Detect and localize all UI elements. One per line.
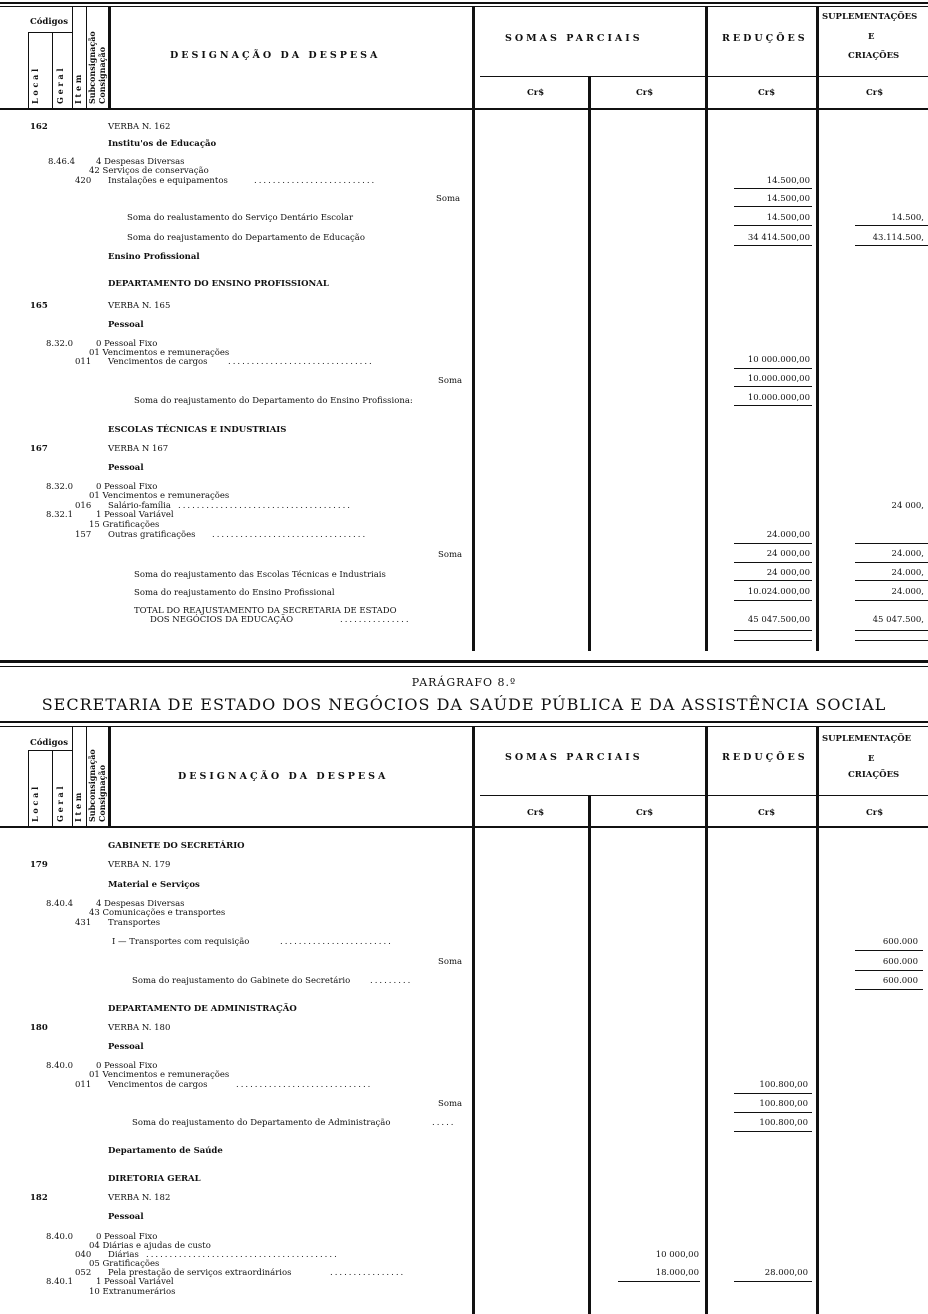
consignacao-header: Consignação: [97, 764, 107, 822]
col-divider-reducoes: [705, 6, 708, 651]
sum-rule: [734, 188, 812, 189]
currency-header: Cr$: [758, 88, 776, 98]
reducao-value: 14.500,00: [766, 176, 810, 186]
row-label: 04 Diárias e ajudas de custo: [89, 1241, 211, 1251]
reducao-value: 10.000.000,00: [747, 393, 810, 403]
row-label: Vencimentos de cargos: [108, 357, 208, 367]
e-header: E: [868, 754, 875, 764]
section-separator: [0, 660, 928, 663]
code-geral: 8.40.0: [46, 1061, 74, 1071]
leader-dots: ................: [330, 1268, 406, 1278]
sum-rule: [855, 580, 928, 581]
currency-header: Cr$: [866, 808, 884, 818]
subtotal-label: Soma do reajustamento do Departamento de Educação: [127, 233, 365, 243]
code-local: 162: [30, 122, 48, 132]
currency-header: Cr$: [758, 808, 776, 818]
total-label: DOS NEGÓCIOS DA EDUCAÇÃO: [150, 615, 294, 625]
designacao-header: DESIGNAÇÃO DA DESPESA: [178, 771, 389, 782]
sum-rule: [734, 1112, 812, 1113]
sum-rule: [855, 989, 923, 990]
soma-label: Soma: [438, 957, 463, 967]
col-divider-geral: [52, 750, 53, 826]
subconsignacao-header: Subconsignação: [87, 31, 97, 104]
row-label: Instalações e equipamentos: [108, 176, 228, 186]
local-header: L o c a l: [30, 68, 40, 104]
code-local: 180: [30, 1023, 48, 1033]
col-divider-local: [28, 32, 29, 108]
code-geral: 8.40.4: [46, 899, 74, 909]
paragraph-heading: PARÁGRAFO 8.º: [411, 676, 517, 689]
top-border-inner: [0, 6, 928, 7]
section-heading: Pessoal: [108, 1212, 144, 1222]
sum-rule: [734, 562, 812, 563]
currency-header: Cr$: [527, 808, 545, 818]
verba-heading: VERBA N. 165: [108, 301, 171, 311]
criacoes-header: CRIAÇÕES: [848, 51, 900, 61]
verba-heading: VERBA N. 162: [108, 122, 171, 132]
soma-parcial-value: 18.000,00: [655, 1268, 699, 1278]
col-divider-suplementacoes: [816, 726, 819, 1314]
soma-label: Soma: [438, 376, 463, 386]
designacao-header: DESIGNAÇÃO DA DESPESA: [170, 50, 381, 61]
row-label: Transportes: [108, 918, 161, 928]
department-heading: DIRETORIA GERAL: [108, 1174, 201, 1184]
subtotal-label: Soma do reajustamento do Gabinete do Secretário: [132, 976, 351, 986]
reducao-value: 14.500,00: [766, 194, 810, 204]
sum-rule: [734, 368, 812, 369]
currency-header: Cr$: [527, 88, 545, 98]
suplementacao-value: 600.000: [882, 937, 918, 947]
row-label: 0 Pessoal Fixo: [96, 339, 158, 349]
code-consignacao: 157: [75, 530, 92, 540]
header-bottom-rule: [0, 826, 928, 828]
suplementacao-value: 24.000,: [891, 587, 924, 597]
e-header: E: [868, 32, 875, 42]
reducao-value: 28.000,00: [764, 1268, 808, 1278]
code-local: 167: [30, 444, 48, 454]
code-geral: 8.46.4: [48, 157, 76, 167]
col-divider-somas: [588, 795, 591, 1314]
department-heading: DEPARTAMENTO DE ADMINISTRAÇÃO: [108, 1004, 297, 1014]
col-divider-codes: [108, 726, 111, 827]
sum-rule: [855, 543, 928, 544]
col-divider-designacao: [472, 726, 475, 1314]
sum-rule: [855, 640, 928, 641]
soma-label: Soma: [438, 1099, 463, 1109]
section-heading: Material e Serviços: [108, 880, 200, 890]
row-label: 10 Extranumerários: [89, 1287, 176, 1297]
col-divider-geral: [52, 32, 53, 108]
sum-rule: [734, 640, 812, 641]
code-geral: 8.40.0: [46, 1232, 74, 1242]
subconsignacao-header: Subconsignação: [87, 749, 97, 822]
sum-rule: [734, 386, 812, 387]
codes-rule: [28, 750, 72, 751]
row-label: 1 Pessoal Variável: [96, 1277, 174, 1287]
currency-rule: [480, 76, 928, 77]
item-header: I t e m: [73, 74, 83, 104]
reducao-value: 14.500,00: [766, 213, 810, 223]
row-label: 0 Pessoal Fixo: [96, 482, 158, 492]
row-label: I — Transportes com requisição: [112, 937, 250, 947]
code-geral: 8.32.1: [46, 510, 74, 520]
department-heading: GABINETE DO SECRETÁRIO: [108, 841, 245, 851]
leader-dots: ..........................: [254, 176, 377, 186]
suplementacao-value: 24.000,: [891, 549, 924, 559]
reducao-value: 100.800,00: [759, 1118, 808, 1128]
sum-rule: [855, 970, 923, 971]
row-label: 43 Comunicações e transportes: [89, 908, 226, 918]
secretaria-heading: SECRETARIA DE ESTADO DOS NEGÓCIOS DA SAÚDE PÚBLICA E DA ASSISTÊNCIA SOCIAL: [41, 695, 887, 714]
code-local: 179: [30, 860, 48, 870]
leader-dots: ...............: [340, 615, 411, 625]
sum-rule: [734, 600, 812, 601]
sum-rule: [734, 580, 812, 581]
verba-heading: VERBA N 167: [108, 444, 169, 454]
sum-rule: [734, 543, 812, 544]
suplementacoes-header: SUPLEMENTAÇÕES: [822, 12, 918, 22]
suplementacao-value: 24 000,: [891, 501, 924, 511]
leader-dots: .....: [432, 1118, 456, 1128]
row-label: 05 Gratificações: [89, 1259, 160, 1269]
code-consignacao: 052: [75, 1268, 92, 1278]
reducao-value: 10 000.000,00: [747, 355, 810, 365]
local-header: L o c a l: [30, 786, 40, 822]
reducao-value: 10.000.000,00: [747, 374, 810, 384]
codes-rule: [28, 32, 72, 33]
table-top-border-inner: [0, 726, 928, 727]
leader-dots: .............................: [236, 1080, 373, 1090]
verba-heading: VERBA N. 182: [108, 1193, 171, 1203]
code-consignacao: 016: [75, 501, 92, 511]
row-label: Vencimentos de cargos: [108, 1080, 208, 1090]
currency-header: Cr$: [866, 88, 884, 98]
section-heading: Departamento de Saúde: [108, 1146, 223, 1156]
leader-dots: .........................................: [146, 1250, 339, 1260]
reducoes-header: REDUÇÕES: [722, 752, 808, 763]
subtotal-label: Soma do realustamento do Serviço Dentário Escolar: [127, 213, 354, 223]
sum-rule: [734, 206, 812, 207]
col-divider-suplementacoes: [816, 6, 819, 651]
row-label: 42 Serviços de conservação: [89, 166, 209, 176]
row-label: 4 Despesas Diversas: [96, 157, 185, 167]
suplementacao-value: 43.114.500,: [872, 233, 924, 243]
section-heading: Pessoal: [108, 320, 144, 330]
somas-parciais-header: SOMAS PARCIAIS: [505, 33, 643, 44]
sum-rule: [855, 562, 928, 563]
reducao-value: 10.024.000,00: [747, 587, 810, 597]
leader-dots: ........................: [280, 937, 393, 947]
code-consignacao: 420: [75, 176, 92, 186]
reducao-value: 34 414.500,00: [747, 233, 810, 243]
subtotal-label: Soma do reajustamento do Departamento de Administração: [132, 1118, 391, 1128]
sum-rule: [618, 1281, 700, 1282]
sum-rule: [855, 225, 928, 226]
row-label: 01 Vencimentos e remunerações: [89, 348, 230, 358]
soma-label: Soma: [436, 194, 461, 204]
row-label: Outras gratificações: [108, 530, 196, 540]
code-local: 182: [30, 1193, 48, 1203]
section-heading: Ensino Profissional: [108, 252, 200, 262]
row-label: Salário-família: [108, 501, 171, 511]
department-heading: ESCOLAS TÉCNICAS E INDUSTRIAIS: [108, 425, 287, 435]
leader-dots: .........: [370, 976, 413, 986]
codigos-header: Códigos: [30, 738, 69, 748]
row-label: 1 Pessoal Variável: [96, 510, 174, 520]
sum-rule: [734, 405, 812, 406]
verba-heading: VERBA N. 180: [108, 1023, 171, 1033]
reducao-value: 24 000,00: [766, 568, 810, 578]
currency-header: Cr$: [636, 88, 654, 98]
row-label: 01 Vencimentos e remunerações: [89, 1070, 230, 1080]
row-label: 4 Despesas Diversas: [96, 899, 185, 909]
section-heading: Pessoal: [108, 1042, 144, 1052]
total-label: TOTAL DO REAJUSTAMENTO DA SECRETARIA DE ESTADO: [134, 606, 397, 616]
geral-header: G e r a l: [55, 786, 65, 822]
sum-rule: [855, 950, 923, 951]
reducao-value: 24 000,00: [766, 549, 810, 559]
header-bottom-rule: [0, 108, 928, 110]
suplementacao-value: 14.500,: [891, 213, 924, 223]
verba-heading: VERBA N. 179: [108, 860, 171, 870]
section-heading: Institu'os de Educação: [108, 139, 217, 149]
section-heading: Pessoal: [108, 463, 144, 473]
code-geral: 8.40.1: [46, 1277, 74, 1287]
sum-rule: [734, 1131, 812, 1132]
soma-label: Soma: [438, 550, 463, 560]
table-top-border: [0, 721, 928, 723]
reducoes-header: REDUÇÕES: [722, 33, 808, 44]
geral-header: G e r a l: [55, 68, 65, 104]
code-geral: 8.32.0: [46, 339, 74, 349]
col-divider-designacao: [472, 6, 475, 651]
subtotal-label: Soma do reajustamento das Escolas Técnicas e Industriais: [134, 570, 386, 580]
reducao-value: 45 047.500,00: [747, 615, 810, 625]
item-header: I t e m: [73, 792, 83, 822]
criacoes-header: CRIAÇÕES: [848, 770, 900, 780]
code-consignacao: 431: [75, 918, 92, 928]
col-divider-reducoes: [705, 726, 708, 1314]
col-divider-somas: [588, 76, 591, 651]
row-label: 0 Pessoal Fixo: [96, 1232, 158, 1242]
suplementacao-value: 600.000: [882, 976, 918, 986]
reducao-value: 100.800,00: [759, 1099, 808, 1109]
leader-dots: .....................................: [178, 501, 352, 511]
code-geral: 8.32.0: [46, 482, 74, 492]
top-border: [0, 2, 928, 4]
somas-parciais-header: SOMAS PARCIAIS: [505, 752, 643, 763]
soma-parcial-value: 10 000,00: [655, 1250, 699, 1260]
sum-rule: [734, 630, 812, 631]
leader-dots: ...............................: [228, 357, 374, 367]
code-local: 165: [30, 301, 48, 311]
code-consignacao: 040: [75, 1250, 92, 1260]
codigos-header: Códigos: [30, 17, 69, 27]
sum-rule: [734, 225, 812, 226]
sum-rule: [734, 245, 812, 246]
reducao-value: 100.800,00: [759, 1080, 808, 1090]
subtotal-label: Soma do reajustamento do Ensino Profissional: [134, 588, 335, 598]
row-label: Pela prestação de serviços extraordinários: [108, 1268, 292, 1278]
department-heading: DEPARTAMENTO DO ENSINO PROFISSIONAL: [108, 279, 329, 289]
code-consignacao: 011: [75, 357, 92, 367]
suplementacao-value: 45 047.500,: [872, 615, 924, 625]
row-label: Diárias: [108, 1250, 139, 1260]
row-label: 01 Vencimentos e remunerações: [89, 491, 230, 501]
consignacao-header: Consignação: [97, 46, 107, 104]
sum-rule: [855, 600, 928, 601]
currency-header: Cr$: [636, 808, 654, 818]
subtotal-label: Soma do reajustamento do Departamento do Ensino Profissiona:: [134, 396, 413, 406]
reducao-value: 24.000,00: [766, 530, 810, 540]
sum-rule: [855, 245, 928, 246]
section-separator: [0, 666, 928, 667]
suplementacoes-header: SUPLEMENTAÇÕE: [822, 734, 912, 744]
sum-rule: [855, 630, 928, 631]
sum-rule: [734, 1281, 812, 1282]
suplementacao-value: 600.000: [882, 957, 918, 967]
sum-rule: [734, 1093, 812, 1094]
col-divider-local: [28, 750, 29, 826]
currency-rule: [480, 795, 928, 796]
row-label: 15 Gratificações: [89, 520, 160, 530]
code-consignacao: 011: [75, 1080, 92, 1090]
suplementacao-value: 24.000,: [891, 568, 924, 578]
leader-dots: .................................: [212, 530, 368, 540]
row-label: 0 Pessoal Fixo: [96, 1061, 158, 1071]
col-divider-codes: [108, 6, 111, 109]
